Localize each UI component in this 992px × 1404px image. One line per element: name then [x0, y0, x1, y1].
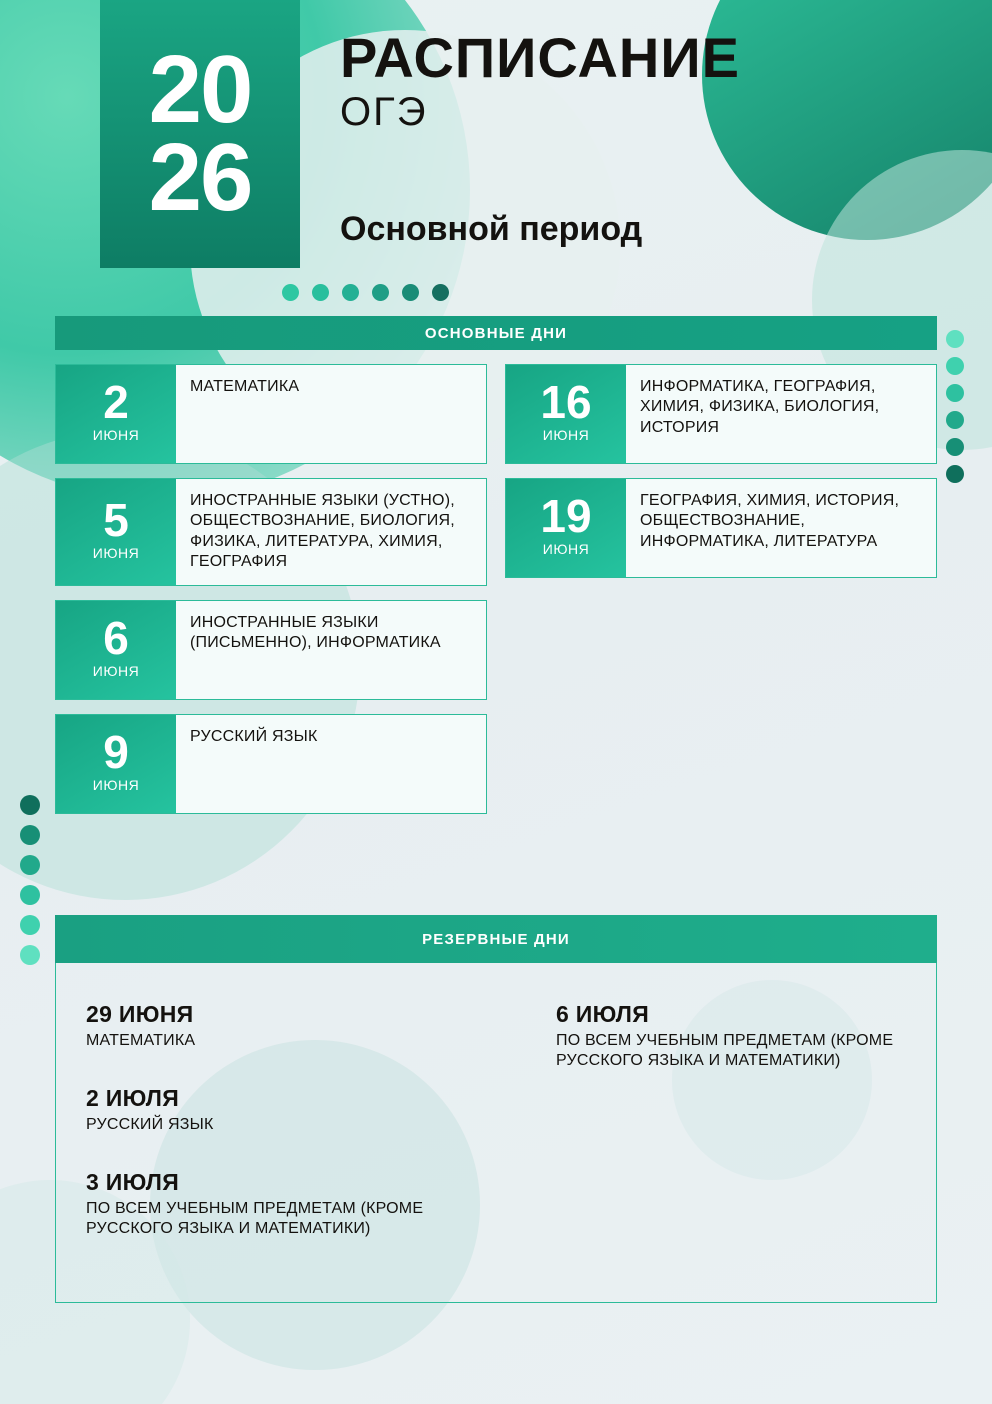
- main-days-heading: ОСНОВНЫЕ ДНИ: [55, 316, 937, 350]
- dot-right-4: [946, 438, 964, 456]
- exam-day-card: [505, 364, 937, 464]
- dot-5: [432, 284, 449, 301]
- reserve-item: [86, 1001, 496, 1051]
- dot-left-3: [20, 885, 40, 905]
- exam-day-month: ИЮНЯ: [92, 662, 140, 679]
- year-block: [100, 0, 300, 268]
- exam-day-card: [55, 714, 487, 814]
- reserve-days-heading: РЕЗЕРВНЫЕ ДНИ: [55, 915, 937, 963]
- reserve-date: 2 ИЮЛЯ: [86, 1085, 180, 1111]
- dot-1: [312, 284, 329, 301]
- exam-subjects: ИНОСТРАННЫЕ ЯЗЫКИ (УСТНО), ОБЩЕСТВОЗНАНИЕ, БИОЛОГИЯ, ФИЗИКА, ЛИТЕРАТУРА, ХИМИЯ, ГЕОГРАФИЯ: [190, 492, 455, 571]
- reserve-days-body: [55, 963, 937, 1303]
- exam-day-card: [505, 478, 937, 578]
- exam-day-month: ИЮНЯ: [92, 544, 140, 561]
- exam-day-number: 6: [103, 611, 129, 664]
- exam-day-month: ИЮНЯ: [542, 427, 590, 443]
- exam-day-card: [55, 600, 487, 700]
- exam-subjects: МАТЕМАТИКА: [190, 378, 300, 395]
- decorative-dots-row: [282, 284, 449, 301]
- year-top: 20: [148, 35, 252, 143]
- dot-3: [372, 284, 389, 301]
- main-days-left-column: [55, 364, 487, 828]
- page-title: РАСПИСАНИЕ: [340, 26, 740, 89]
- exam-day-number: 2: [103, 376, 129, 428]
- exam-subjects: ГЕОГРАФИЯ, ХИМИЯ, ИСТОРИЯ, ОБЩЕСТВОЗНАНИЕ, ИНФОРМАТИКА, ЛИТЕРАТУРА: [640, 492, 900, 550]
- dot-4: [402, 284, 419, 301]
- decorative-dots-right: [946, 330, 964, 483]
- poster-header: [0, 0, 992, 300]
- dot-right-1: [946, 357, 964, 375]
- exam-subjects: РУССКИЙ ЯЗЫК: [190, 727, 318, 745]
- reserve-subjects: МАТЕМАТИКА: [86, 1032, 196, 1049]
- main-days-right-column: [505, 364, 937, 828]
- reserve-subjects: ПО ВСЕМ УЧЕБНЫМ ПРЕДМЕТАМ (КРОМЕ РУССКОГО ЯЗЫКА И МАТЕМАТИКИ): [556, 1032, 894, 1069]
- dot-left-5: [20, 945, 40, 965]
- reserve-left-column: [86, 1001, 496, 1282]
- dot-0: [282, 284, 299, 301]
- dot-right-2: [946, 384, 964, 402]
- period-label: Основной период: [340, 210, 643, 248]
- reserve-subjects: ПО ВСЕМ УЧЕБНЫМ ПРЕДМЕТАМ (КРОМЕ РУССКОГО ЯЗЫКА И МАТЕМАТИКИ): [86, 1200, 424, 1237]
- reserve-date: 6 ИЮЛЯ: [556, 1001, 650, 1027]
- exam-date: [56, 601, 176, 699]
- exam-day-number: 16: [540, 376, 592, 428]
- year-bottom: 26: [148, 124, 252, 231]
- exam-day-card: [55, 364, 487, 464]
- dot-left-4: [20, 915, 40, 935]
- exam-day-month: ИЮНЯ: [92, 776, 140, 793]
- exam-day-card: [55, 478, 487, 586]
- exam-day-number: 9: [103, 725, 129, 778]
- reserve-item: [556, 1001, 906, 1071]
- exam-date: [56, 365, 176, 463]
- reserve-days-section: [55, 915, 937, 1303]
- exam-day-number: 5: [103, 493, 129, 546]
- exam-subjects: ИНОСТРАННЫЕ ЯЗЫКИ (ПИСЬМЕННО), ИНФОРМАТИКА: [190, 613, 441, 652]
- main-days-section: [55, 316, 937, 828]
- exam-date: [506, 365, 626, 463]
- reserve-item: [86, 1085, 496, 1135]
- dot-right-5: [946, 465, 964, 483]
- reserve-date: 3 ИЮЛЯ: [86, 1169, 180, 1195]
- reserve-item: [86, 1169, 496, 1239]
- exam-date: [56, 715, 176, 813]
- exam-date: [506, 479, 626, 577]
- dot-2: [342, 284, 359, 301]
- page-subtitle: ОГЭ: [340, 90, 428, 134]
- exam-date: [56, 479, 176, 585]
- dot-left-2: [20, 855, 40, 875]
- dot-right-0: [946, 330, 964, 348]
- dot-left-1: [20, 825, 40, 845]
- exam-day-month: ИЮНЯ: [542, 541, 590, 557]
- exam-day-number: 19: [540, 490, 592, 542]
- exam-day-month: ИЮНЯ: [92, 427, 140, 443]
- decorative-dots-left: [20, 795, 40, 965]
- reserve-right-column: [496, 1001, 906, 1282]
- dot-right-3: [946, 411, 964, 429]
- reserve-subjects: РУССКИЙ ЯЗЫК: [86, 1116, 214, 1133]
- main-days-grid: [55, 364, 937, 828]
- title-wrap: [340, 26, 740, 135]
- dot-left-0: [20, 795, 40, 815]
- reserve-date: 29 ИЮНЯ: [86, 1001, 194, 1027]
- exam-subjects: ИНФОРМАТИКА, ГЕОГРАФИЯ, ХИМИЯ, ФИЗИКА, БИОЛОГИЯ, ИСТОРИЯ: [640, 378, 880, 436]
